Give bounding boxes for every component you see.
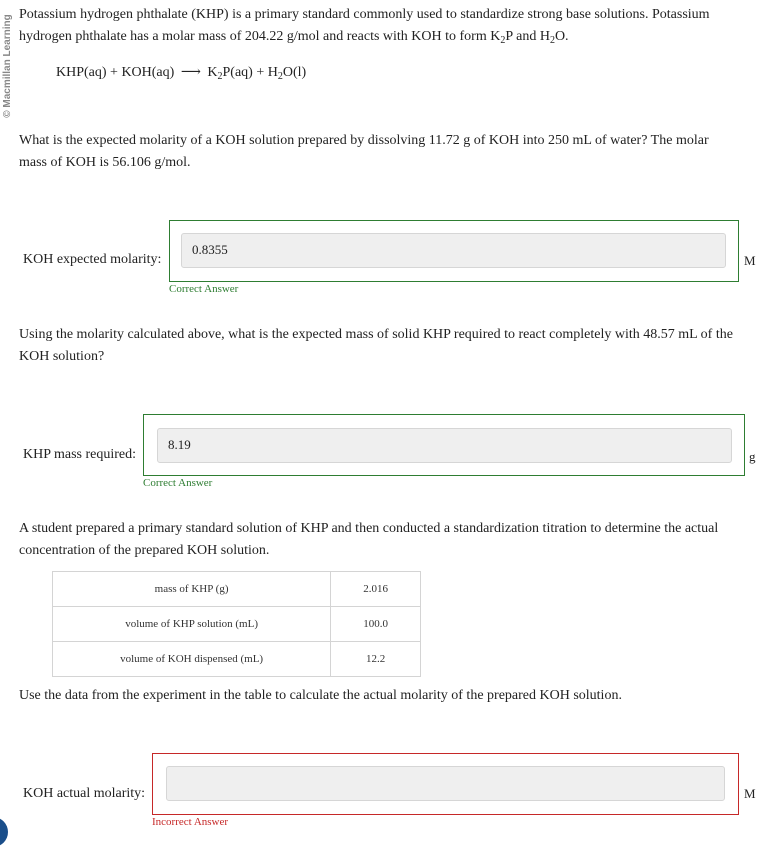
question-3-text — [19, 518, 759, 562]
question-2-line-1: Using the molarity calculated above, what is the expected mass of solid KHP required to react completely with 48.57 mL of the — [19, 327, 733, 342]
question-3-line-2: concentration of the prepared KOH solution. — [19, 543, 270, 558]
product-text: O(l) — [282, 65, 307, 80]
khp-mass-required-input[interactable]: 8.19 — [157, 428, 732, 463]
product-text: K — [207, 65, 218, 80]
question-1-line-2: mass of KOH is 56.106 g/mol. — [19, 155, 191, 170]
table-row — [53, 642, 421, 677]
table-row — [53, 607, 421, 642]
table-cell-label: volume of KHP solution (mL) — [53, 607, 331, 642]
khp-mass-required-label: KHP mass required: — [23, 447, 137, 462]
copyright-label: © Macmillan Learning — [2, 14, 13, 118]
question-1-text — [19, 130, 759, 174]
subscript: 2 — [217, 71, 223, 82]
question-1-line-1: What is the expected molarity of a KOH solution prepared by dissolving 11.72 g of KOH into 250 mL of water? The molar — [19, 133, 709, 148]
incorrect-answer-feedback: Incorrect Answer — [152, 816, 229, 828]
intro-text: O. — [554, 29, 569, 44]
subscript: 2 — [277, 71, 283, 82]
koh-expected-molarity-label: KOH expected molarity: — [23, 252, 162, 267]
answer-box-correct — [143, 414, 745, 476]
correct-answer-feedback: Correct Answer — [143, 477, 213, 489]
product-text: P(aq) + H — [222, 65, 278, 80]
table-cell-label: volume of KOH dispensed (mL) — [53, 642, 331, 677]
table-cell-value: 100.0 — [331, 607, 421, 642]
table-row — [53, 572, 421, 607]
unit-label: g — [749, 449, 756, 464]
intro-text: P and H — [505, 29, 550, 44]
koh-actual-molarity-input[interactable] — [166, 766, 725, 801]
koh-actual-molarity-label: KOH actual molarity: — [23, 786, 146, 801]
table-cell-label: mass of KHP (g) — [53, 572, 331, 607]
intro-line-2 — [19, 26, 759, 48]
answer-box-incorrect — [152, 753, 739, 815]
intro-text: hydrogen phthalate has a molar mass of 204.22 g/mol and reacts with KOH to form K — [19, 29, 501, 44]
subscript: 2 — [500, 35, 506, 46]
reaction-equation — [56, 64, 306, 81]
unit-label: M — [744, 253, 756, 268]
intro-line-1: Potassium hydrogen phthalate (KHP) is a primary standard commonly used to standardize strong base solutions. Potassium — [19, 7, 710, 22]
reaction-arrow-icon: ⟶ — [180, 65, 201, 80]
unit-label: M — [744, 786, 756, 801]
table-cell-value: 12.2 — [331, 642, 421, 677]
experiment-data-table — [52, 571, 421, 677]
table-cell-value: 2.016 — [331, 572, 421, 607]
subscript: 2 — [549, 35, 555, 46]
question-2-line-2: KOH solution? — [19, 349, 105, 364]
reactants: KHP(aq) + KOH(aq) — [56, 65, 175, 80]
intro-paragraph — [19, 4, 759, 48]
answer-box-correct — [169, 220, 739, 282]
help-button[interactable] — [0, 817, 8, 847]
question-2-text — [19, 324, 759, 368]
koh-expected-molarity-input[interactable]: 0.8355 — [181, 233, 726, 268]
question-3-line-1: A student prepared a primary standard solution of KHP and then conducted a standardization titration to determine the actual — [19, 521, 719, 536]
question-3-instruction: Use the data from the experiment in the table to calculate the actual molarity of the prepared KOH solution. — [19, 688, 622, 703]
correct-answer-feedback: Correct Answer — [169, 283, 239, 295]
